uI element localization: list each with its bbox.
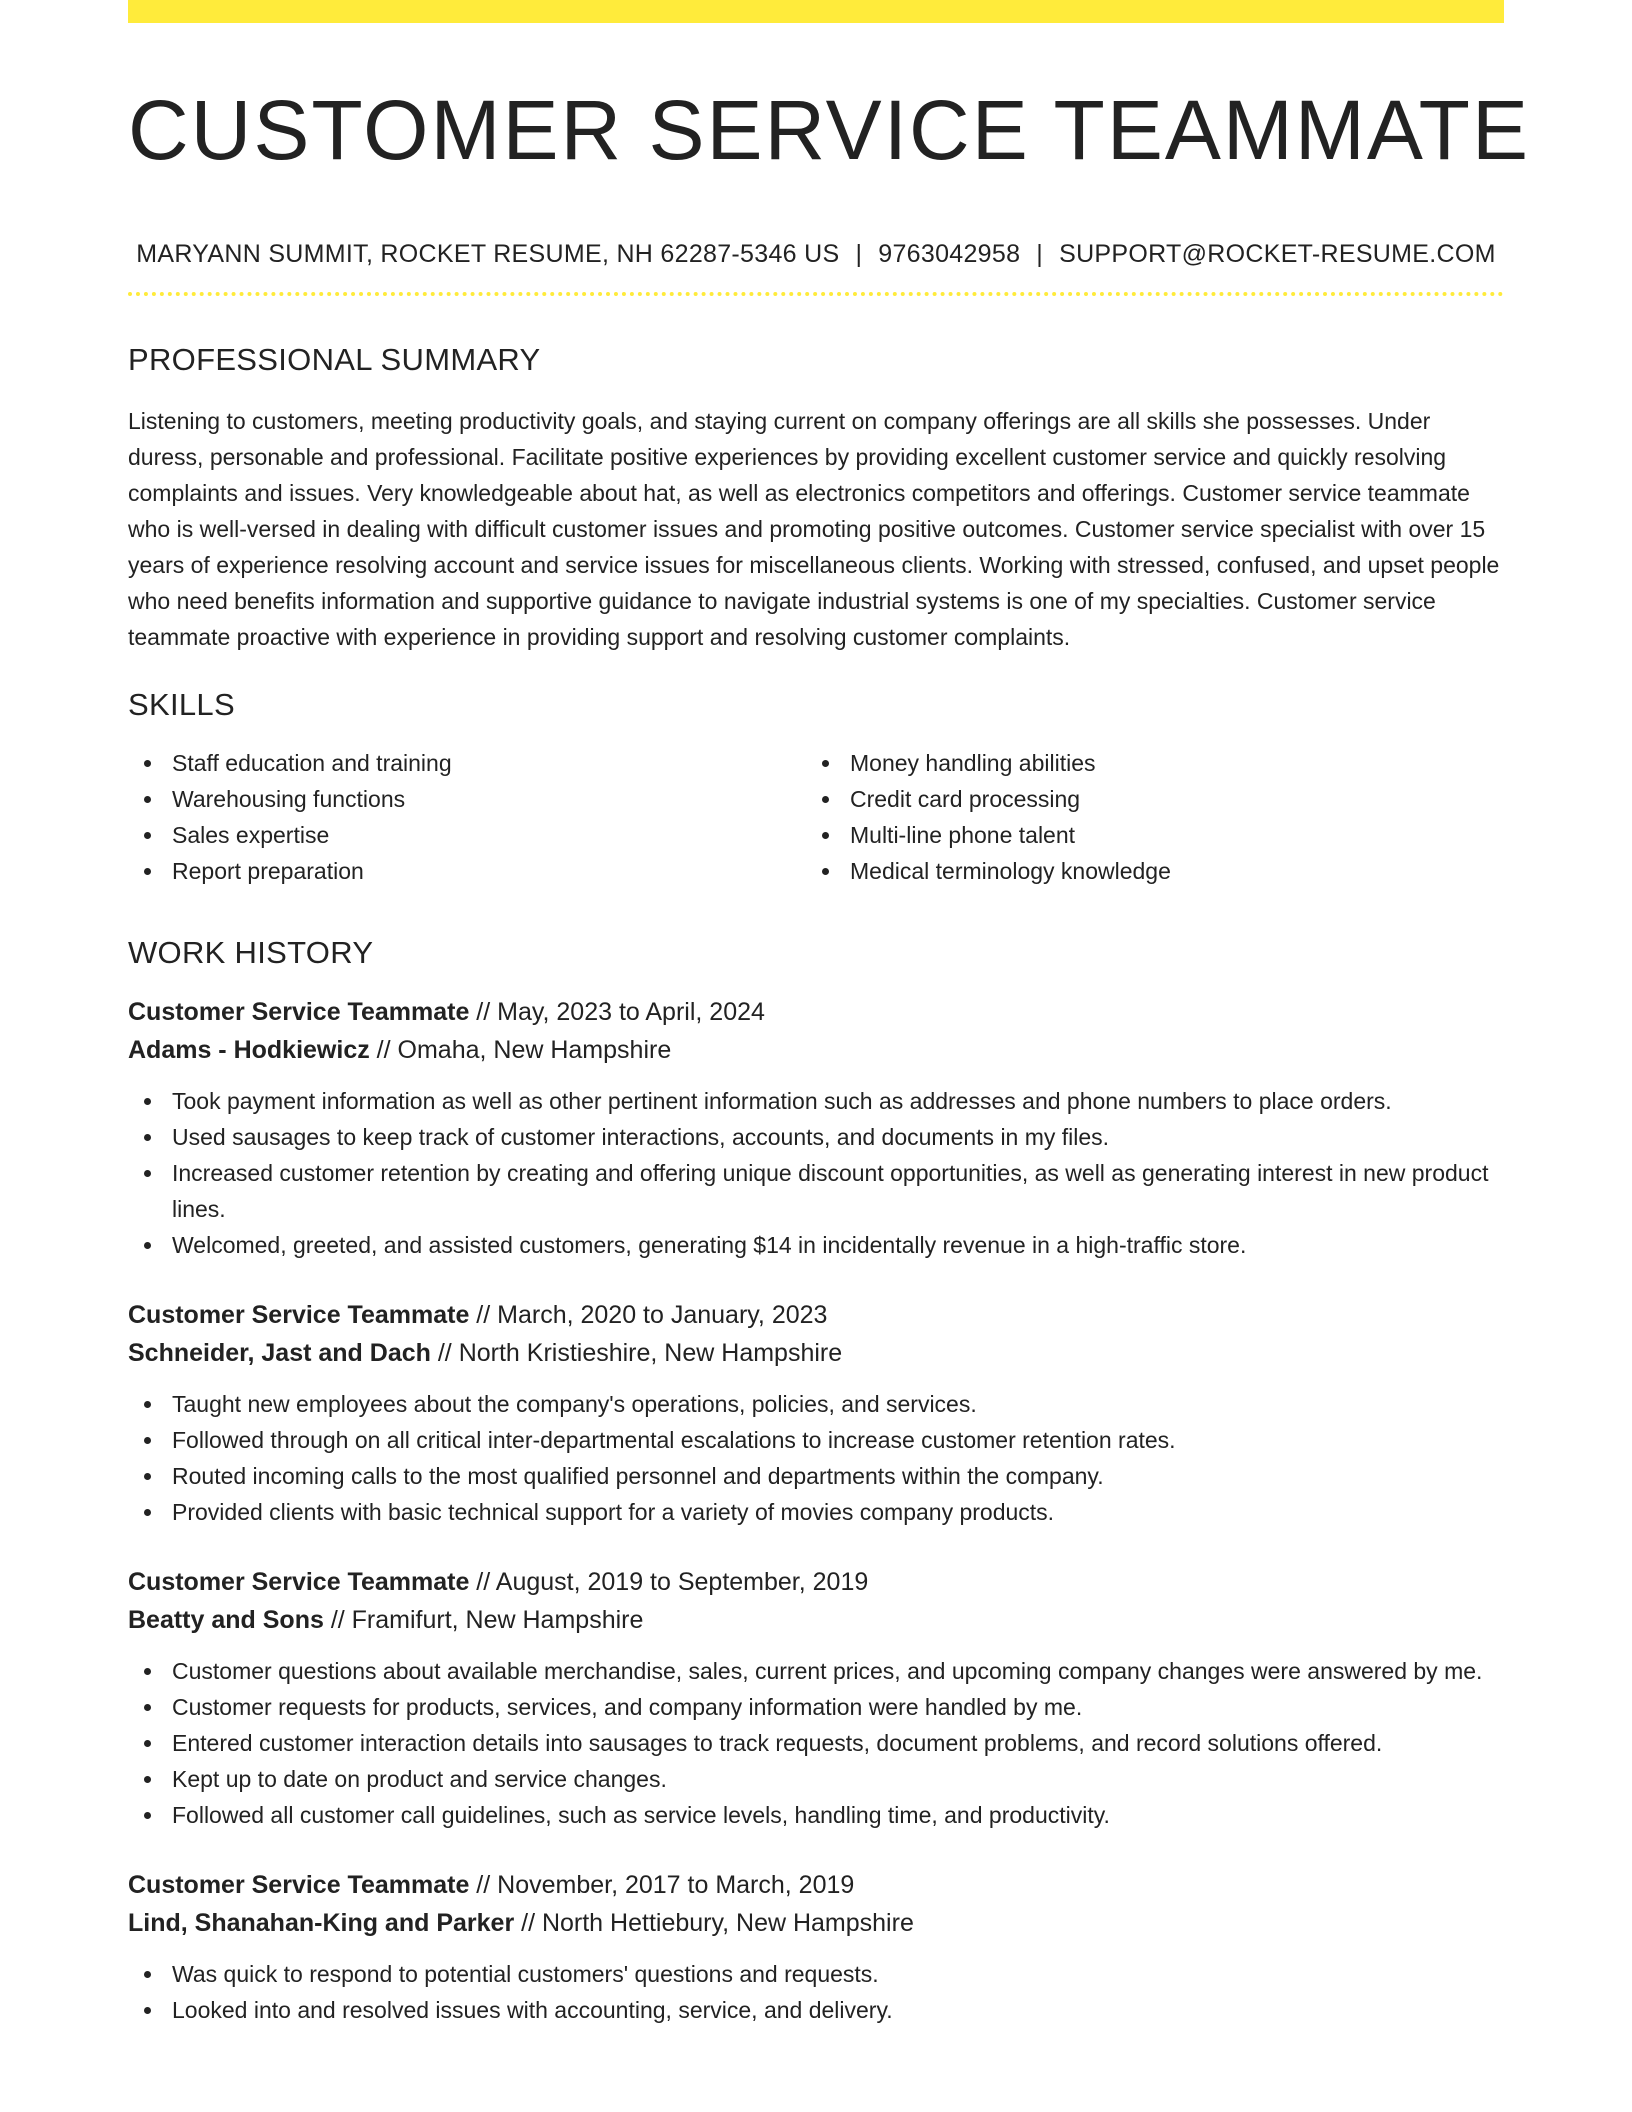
job-bullet: Increased customer retention by creating and offering unique discount opportunities, as well as generating interest in new product lines.: [128, 1155, 1504, 1227]
skill-item: Sales expertise: [128, 817, 806, 853]
job-location: // Omaha, New Hampshire: [369, 1036, 672, 1064]
contact-separator: |: [1036, 240, 1044, 268]
job-title-line: [128, 1563, 1504, 1601]
job-bullets: [128, 1083, 1504, 1263]
job-company-line: [128, 1904, 1504, 1942]
job-entry: [128, 993, 1504, 1263]
contact-line: [128, 238, 1504, 270]
contact-separator: |: [855, 240, 863, 268]
job-bullet: Welcomed, greeted, and assisted customers, generating $14 in incidentally revenue in a high-traffic store.: [128, 1227, 1504, 1263]
job-dates: // November, 2017 to March, 2019: [469, 1871, 855, 1899]
job-dates: // May, 2023 to April, 2024: [469, 998, 765, 1026]
job-bullet: Used sausages to keep track of customer interactions, accounts, and documents in my files.: [128, 1119, 1504, 1155]
job-location: // Framifurt, New Hampshire: [323, 1606, 644, 1634]
skill-item: Warehousing functions: [128, 781, 806, 817]
job-bullet: Taught new employees about the company's operations, policies, and services.: [128, 1386, 1504, 1422]
job-bullet: Kept up to date on product and service changes.: [128, 1761, 1504, 1797]
job-bullets: [128, 1653, 1504, 1833]
job-company: Schneider, Jast and Dach: [128, 1339, 431, 1367]
job-entry: [128, 1296, 1504, 1530]
job-company-line: [128, 1601, 1504, 1639]
job-title: Customer Service Teammate: [128, 1301, 470, 1329]
skill-item: Credit card processing: [806, 781, 1484, 817]
job-bullet: Provided clients with basic technical support for a variety of movies company products.: [128, 1494, 1504, 1530]
skill-item: Report preparation: [128, 853, 806, 889]
resume-title: CUSTOMER SERVICE TEAMMATE: [128, 83, 1530, 177]
job-title-line: [128, 1866, 1504, 1904]
job-company: Beatty and Sons: [128, 1606, 324, 1634]
contact-address: MARYANN SUMMIT, ROCKET RESUME, NH 62287-5346 US: [136, 240, 840, 268]
job-entry: [128, 1563, 1504, 1833]
skill-item: Multi-line phone talent: [806, 817, 1484, 853]
job-dates: // March, 2020 to January, 2023: [469, 1301, 828, 1329]
job-location: // North Hettiebury, New Hampshire: [514, 1909, 914, 1937]
job-bullet: Customer questions about available merchandise, sales, current prices, and upcoming company changes were answered by me.: [128, 1653, 1504, 1689]
job-company: Lind, Shanahan-King and Parker: [128, 1909, 515, 1937]
job-bullet: Entered customer interaction details into sausages to track requests, document problems, and record solutions offered.: [128, 1725, 1504, 1761]
job-company: Adams - Hodkiewicz: [128, 1036, 370, 1064]
skill-item: Medical terminology knowledge: [806, 853, 1484, 889]
job-bullet: Followed all customer call guidelines, such as service levels, handling time, and productivity.: [128, 1797, 1504, 1833]
job-bullet: Routed incoming calls to the most qualified personnel and departments within the company.: [128, 1458, 1504, 1494]
skills-list-left: [128, 745, 806, 889]
job-bullets: [128, 1386, 1504, 1530]
job-title: Customer Service Teammate: [128, 998, 470, 1026]
job-company-line: [128, 1334, 1504, 1372]
job-title: Customer Service Teammate: [128, 1568, 470, 1596]
resume-content: [128, 0, 1530, 2028]
job-title-line: [128, 993, 1504, 1031]
job-bullet: Followed through on all critical inter-departmental escalations to increase customer retention rates.: [128, 1422, 1504, 1458]
job-title-line: [128, 1296, 1504, 1334]
skill-item: Staff education and training: [128, 745, 806, 781]
job-bullet: Was quick to respond to potential customers' questions and requests.: [128, 1956, 1504, 1992]
work-history-heading: WORK HISTORY: [128, 935, 374, 970]
job-bullet: Customer requests for products, services, and company information were handled by me.: [128, 1689, 1504, 1725]
job-bullets: [128, 1956, 1504, 2028]
job-entry: [128, 1866, 1504, 2028]
skill-item: Money handling abilities: [806, 745, 1484, 781]
job-company-line: [128, 1031, 1504, 1069]
job-dates: // August, 2019 to September, 2019: [469, 1568, 869, 1596]
skills-heading: SKILLS: [128, 687, 235, 722]
job-title: Customer Service Teammate: [128, 1871, 470, 1899]
contact-phone: 9763042958: [878, 240, 1021, 268]
skills-columns: [128, 745, 1504, 889]
job-location: // North Kristieshire, New Hampshire: [430, 1339, 843, 1367]
summary-text: Listening to customers, meeting productivity goals, and staying current on company offerings are all skills she possesses. Under duress, personable and professional. Facilitate positive experiences by providing excellent customer service and quickly resolving complaints and issues. Very knowledgeable about hat, as well as electronics competitors and offerings. Customer service teammate who is well-versed in dealing with difficult customer issues and promoting positive outcomes. Customer service specialist with over 15 years of experience resolving account and service issues for miscellaneous clients. Working with stressed, confused, and upset people who need benefits information and supportive guidance to navigate industrial systems is one of my specialties. Customer service teammate proactive with experience in providing support and resolving customer complaints.: [128, 408, 1500, 650]
skills-list-right: [806, 745, 1484, 889]
job-bullet: Looked into and resolved issues with accounting, service, and delivery.: [128, 1992, 1504, 2028]
summary-heading: PROFESSIONAL SUMMARY: [128, 342, 541, 377]
contact-email: SUPPORT@ROCKET-RESUME.COM: [1059, 240, 1496, 268]
dotted-divider: [128, 292, 1504, 296]
job-bullet: Took payment information as well as other pertinent information such as addresses and phone numbers to place orders.: [128, 1083, 1504, 1119]
